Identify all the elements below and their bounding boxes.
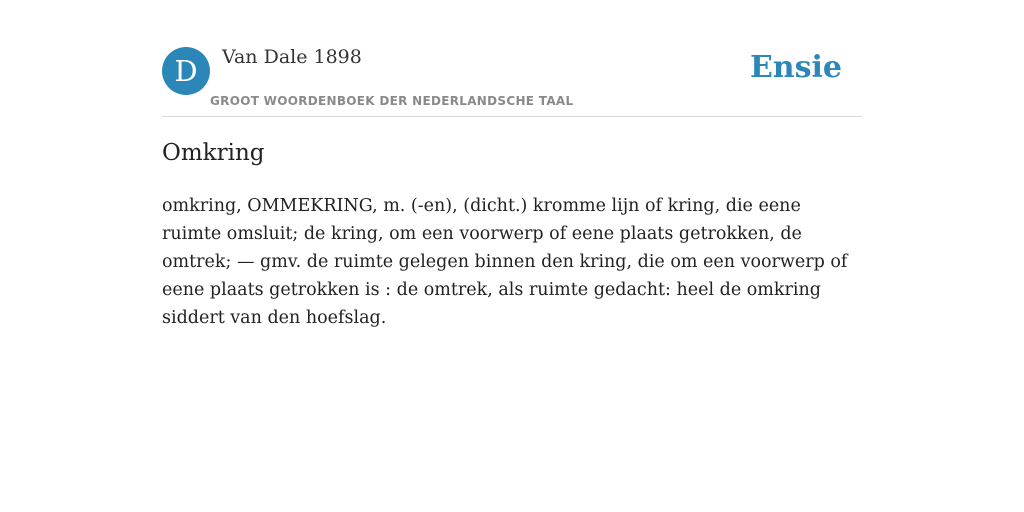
entry-title: Omkring	[162, 140, 265, 166]
source-title[interactable]: Van Dale 1898	[222, 46, 362, 68]
source-subtitle: GROOT WOORDENBOEK DER NEDERLANDSCHE TAAL	[210, 94, 574, 108]
source-avatar[interactable]: D	[162, 47, 210, 95]
entry-definition: omkring, OMMEKRING, m. (-en), (dicht.) kromme lijn of kring, die eene ruimte omsluit; de kring, om een voorwerp of eene plaats getrokken, de omtrek; — gmv. de ruimte gelegen binnen den kring, die om een voorwerp of eene plaats getrokken is : de omtrek, als ruimte gedacht: heel de omkring siddert van den hoefslag.	[162, 196, 848, 328]
source-header	[162, 44, 862, 117]
brand-logo[interactable]: Ensie	[749, 50, 842, 85]
